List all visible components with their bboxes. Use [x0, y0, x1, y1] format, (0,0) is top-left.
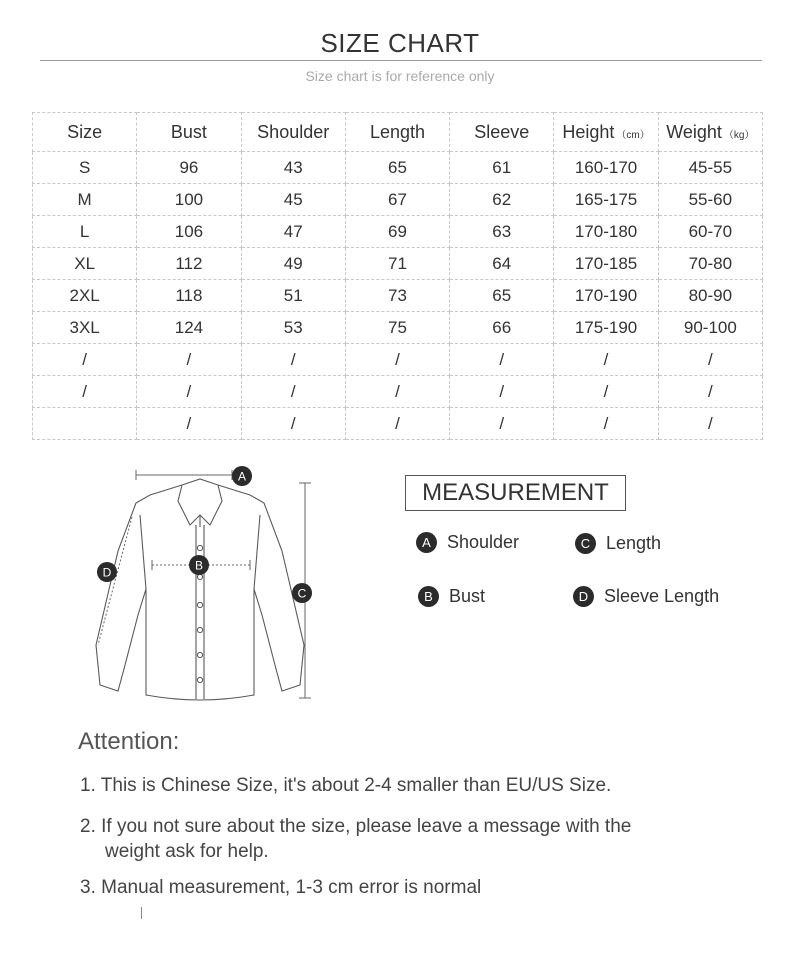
table-cell: / — [137, 408, 241, 440]
table-cell: 47 — [241, 216, 345, 248]
table-cell: 165-175 — [554, 184, 658, 216]
table-cell: 67 — [345, 184, 449, 216]
table-row — [33, 312, 763, 344]
legend-label: Bust — [449, 586, 486, 606]
table-cell: / — [137, 376, 241, 408]
table-cell: M — [33, 184, 137, 216]
table-cell: / — [554, 344, 658, 376]
column-header-unit: （cm） — [616, 129, 650, 141]
table-row — [33, 248, 763, 280]
legend-label: Shoulder — [447, 532, 520, 552]
table-cell: 90-100 — [658, 312, 762, 344]
table-cell: 49 — [241, 248, 345, 280]
table-cell: / — [33, 376, 137, 408]
column-header-label: Length — [369, 121, 426, 142]
table-cell: 106 — [137, 216, 241, 248]
column-header-unit: （kg） — [723, 129, 755, 141]
table-cell: 2XL — [33, 280, 137, 312]
table-cell: / — [137, 344, 241, 376]
table-cell — [33, 408, 137, 440]
column-header — [33, 113, 137, 152]
table-row — [33, 184, 763, 216]
svg-text:D: D — [102, 565, 112, 580]
table-cell: 64 — [450, 248, 554, 280]
table-header-row — [33, 113, 763, 152]
badge-c: C — [575, 533, 596, 554]
table-cell: S — [33, 152, 137, 184]
table-cell: / — [554, 408, 658, 440]
badge-d: D — [573, 586, 594, 607]
table-cell: 45 — [241, 184, 345, 216]
table-cell: 65 — [345, 152, 449, 184]
table-cell: 66 — [450, 312, 554, 344]
attention-note — [80, 875, 481, 900]
shirt-measurement-diagram — [0, 455, 380, 720]
legend-item-shoulder — [416, 532, 519, 553]
table-cell: 118 — [137, 280, 241, 312]
note-line-continued: weight ask for help. — [105, 841, 269, 862]
table-row — [33, 408, 763, 440]
column-header — [450, 113, 554, 152]
size-table-body — [33, 152, 763, 440]
table-cell: XL — [33, 248, 137, 280]
table-cell: / — [345, 376, 449, 408]
table-cell: 51 — [241, 280, 345, 312]
table-cell: / — [658, 376, 762, 408]
text-cursor-mark — [141, 907, 142, 919]
table-cell: / — [241, 408, 345, 440]
table-cell: 71 — [345, 248, 449, 280]
table-cell: 170-185 — [554, 248, 658, 280]
table-row — [33, 152, 763, 184]
table-cell: / — [241, 344, 345, 376]
marker-b — [189, 555, 209, 575]
table-cell: / — [345, 344, 449, 376]
table-cell: 75 — [345, 312, 449, 344]
column-header-label: Sleeve — [474, 121, 530, 142]
column-header-label: Bust — [170, 121, 207, 142]
attention-note — [80, 814, 631, 864]
legend-item-sleeve-length — [573, 586, 719, 607]
table-row — [33, 280, 763, 312]
table-cell: 96 — [137, 152, 241, 184]
column-header — [554, 113, 658, 152]
table-cell: / — [345, 408, 449, 440]
table-cell: / — [450, 376, 554, 408]
table-cell: 60-70 — [658, 216, 762, 248]
table-row — [33, 344, 763, 376]
column-header-label: Height — [562, 121, 615, 142]
table-cell: / — [554, 376, 658, 408]
table-cell: 43 — [241, 152, 345, 184]
column-header-label: Shoulder — [257, 121, 330, 142]
legend-item-bust — [418, 586, 485, 607]
table-cell: 69 — [345, 216, 449, 248]
column-header — [345, 113, 449, 152]
page-title: SIZE CHART — [320, 28, 480, 58]
table-cell: 73 — [345, 280, 449, 312]
table-cell: / — [241, 376, 345, 408]
table-cell: 112 — [137, 248, 241, 280]
table-cell: 53 — [241, 312, 345, 344]
table-cell: 45-55 — [658, 152, 762, 184]
note-line: 2. If you not sure about the size, please leave a message with the — [80, 816, 632, 837]
table-cell: 61 — [450, 152, 554, 184]
table-cell: 55-60 — [658, 184, 762, 216]
legend-item-length — [575, 533, 661, 554]
table-row — [33, 376, 763, 408]
title-divider — [40, 60, 762, 61]
column-header-label: Size — [67, 121, 103, 142]
svg-text:A: A — [237, 469, 247, 484]
table-cell: / — [450, 344, 554, 376]
note-line: 1. This is Chinese Size, it's about 2-4 smaller than EU/US Size. — [80, 775, 612, 796]
note-line: 3. Manual measurement, 1-3 cm error is normal — [80, 877, 482, 898]
table-cell: 63 — [450, 216, 554, 248]
attention-note — [80, 773, 611, 798]
legend-label: Sleeve Length — [604, 586, 720, 606]
table-cell: / — [658, 408, 762, 440]
table-row — [33, 216, 763, 248]
attention-title: Attention: — [78, 728, 180, 755]
table-cell: 62 — [450, 184, 554, 216]
column-header — [658, 113, 762, 152]
column-header-label: Weight — [666, 121, 722, 142]
table-cell: 170-190 — [554, 280, 658, 312]
marker-a — [232, 466, 252, 486]
table-cell: 175-190 — [554, 312, 658, 344]
table-cell: / — [33, 344, 137, 376]
column-header — [241, 113, 345, 152]
page-subtitle: Size chart is for reference only — [305, 68, 495, 84]
svg-text:C: C — [297, 586, 307, 601]
column-header — [137, 113, 241, 152]
table-cell: 70-80 — [658, 248, 762, 280]
table-cell: 160-170 — [554, 152, 658, 184]
table-cell: 65 — [450, 280, 554, 312]
badge-a: A — [416, 532, 437, 553]
svg-text:B: B — [194, 558, 204, 573]
table-cell: 124 — [137, 312, 241, 344]
table-cell: 3XL — [33, 312, 137, 344]
legend-label: Length — [606, 533, 662, 553]
table-cell: 100 — [137, 184, 241, 216]
table-cell: L — [33, 216, 137, 248]
size-table — [32, 112, 763, 440]
table-cell: / — [450, 408, 554, 440]
marker-d — [97, 562, 117, 582]
measurement-title: MEASUREMENT — [405, 475, 626, 511]
badge-b: B — [418, 586, 439, 607]
marker-c — [292, 583, 312, 603]
table-cell: 80-90 — [658, 280, 762, 312]
table-cell: / — [658, 344, 762, 376]
table-cell: 170-180 — [554, 216, 658, 248]
